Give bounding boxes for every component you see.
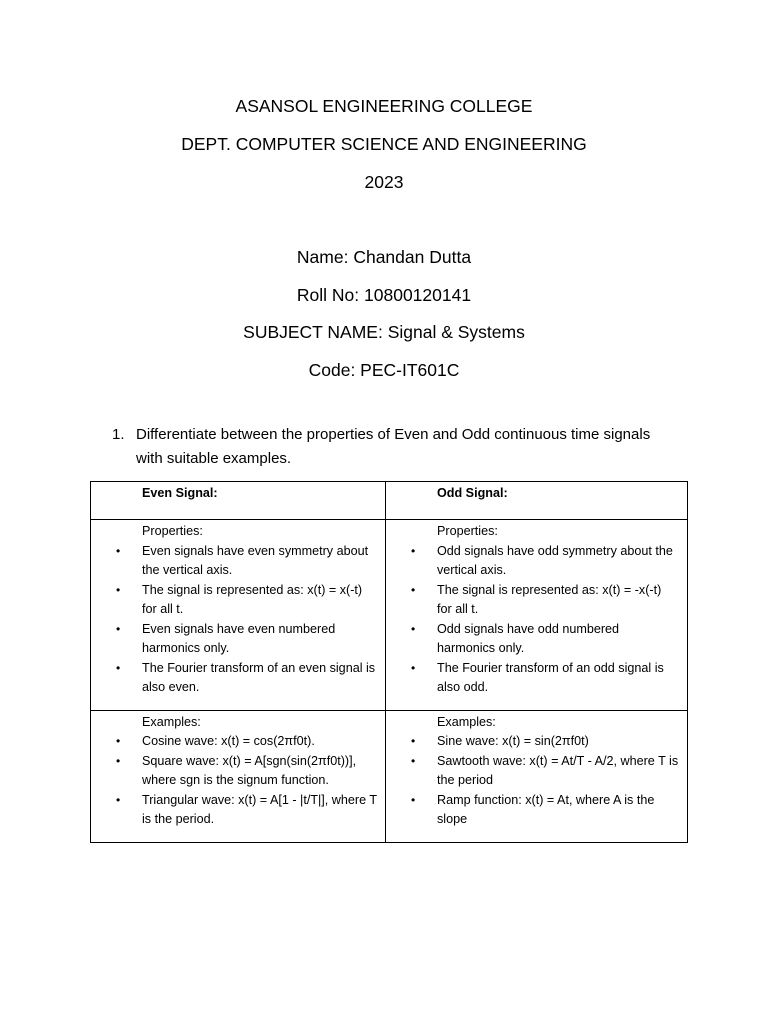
odd-examples-cell xyxy=(386,710,688,842)
subject-name: SUBJECT NAME: Signal & Systems xyxy=(243,322,525,342)
odd-properties-cell xyxy=(386,520,688,711)
bullet-icon: • xyxy=(116,753,121,768)
bullet-icon: • xyxy=(411,734,416,748)
list-item: • Ramp function: x(t) = At, where A is the slope xyxy=(411,792,655,826)
even-properties-list xyxy=(116,542,377,698)
bullet-icon: • xyxy=(411,621,416,636)
even-header-cell xyxy=(91,482,386,520)
bullet-icon: • xyxy=(116,543,121,558)
student-name: Name: Chandan Dutta xyxy=(296,247,472,267)
list-item: • Even signals have even symmetry about the vertical axis. xyxy=(116,543,369,577)
list-item: • The signal is represented as: x(t) = -x(-t) for all t. xyxy=(411,582,662,616)
odd-examples-label: Examples: xyxy=(437,714,496,729)
bullet-icon: • xyxy=(411,792,416,807)
even-signal-header: Even Signal: xyxy=(142,486,218,500)
list-item: • The Fourier transform of an odd signal is also odd. xyxy=(411,660,664,694)
year: 2023 xyxy=(364,172,404,192)
bullet-icon: • xyxy=(116,582,121,597)
college-name: ASANSOL ENGINEERING COLLEGE xyxy=(235,96,533,116)
properties-row xyxy=(91,520,688,711)
odd-signal-header: Odd Signal: xyxy=(437,486,508,500)
question-number: 1. xyxy=(112,426,125,443)
bullet-icon: • xyxy=(411,543,416,558)
list-item: • Sawtooth wave: x(t) = At/T - A/2, where T is the period xyxy=(411,753,679,787)
question-1 xyxy=(112,423,672,470)
even-examples-label: Examples: xyxy=(142,714,201,729)
table-header-row xyxy=(91,482,688,520)
list-item: • The Fourier transform of an even signal is also even. xyxy=(116,660,376,694)
list-item: • Triangular wave: x(t) = A[1 - |t/T|], where T is the period. xyxy=(116,792,377,826)
list-item: • Even signals have even numbered harmonics only. xyxy=(116,621,336,655)
list-item: • Square wave: x(t) = A[sgn(sin(2πf0t))], where sgn is the signum function. xyxy=(116,753,357,787)
list-item: • Sine wave: x(t) = sin(2πf0t) xyxy=(437,732,679,752)
list-item: • Cosine wave: x(t) = cos(2πf0t). xyxy=(142,732,377,752)
bullet-icon: • xyxy=(116,734,121,748)
bullet-icon: • xyxy=(411,660,416,675)
bullet-icon: • xyxy=(411,753,416,768)
odd-examples-list xyxy=(411,732,679,830)
list-item: • The signal is represented as: x(t) = x(-t) for all t. xyxy=(116,582,363,616)
odd-properties-list xyxy=(411,542,679,698)
even-properties-cell xyxy=(91,520,386,711)
bullet-icon: • xyxy=(116,660,121,675)
roll-number: Roll No: 10800120141 xyxy=(296,285,472,305)
bullet-icon: • xyxy=(116,792,121,807)
even-examples-cell xyxy=(91,710,386,842)
department-name: DEPT. COMPUTER SCIENCE AND ENGINEERING xyxy=(181,134,587,154)
bullet-icon: • xyxy=(411,582,416,597)
bullet-icon: • xyxy=(116,621,121,636)
odd-properties-label: Properties: xyxy=(437,524,498,538)
subject-code: Code: PEC-IT601C xyxy=(308,360,460,380)
odd-header-cell xyxy=(386,482,688,520)
even-examples-list xyxy=(116,732,377,830)
even-properties-label: Properties: xyxy=(142,524,203,538)
list-item: • Odd signals have odd symmetry about the vertical axis. xyxy=(411,543,673,577)
examples-row xyxy=(91,710,688,842)
list-item: • Odd signals have odd numbered harmonics only. xyxy=(411,621,620,655)
question-text: Differentiate between the properties of Even and Odd continuous time signals with suitable examples. xyxy=(136,426,651,467)
comparison-table xyxy=(90,481,688,843)
